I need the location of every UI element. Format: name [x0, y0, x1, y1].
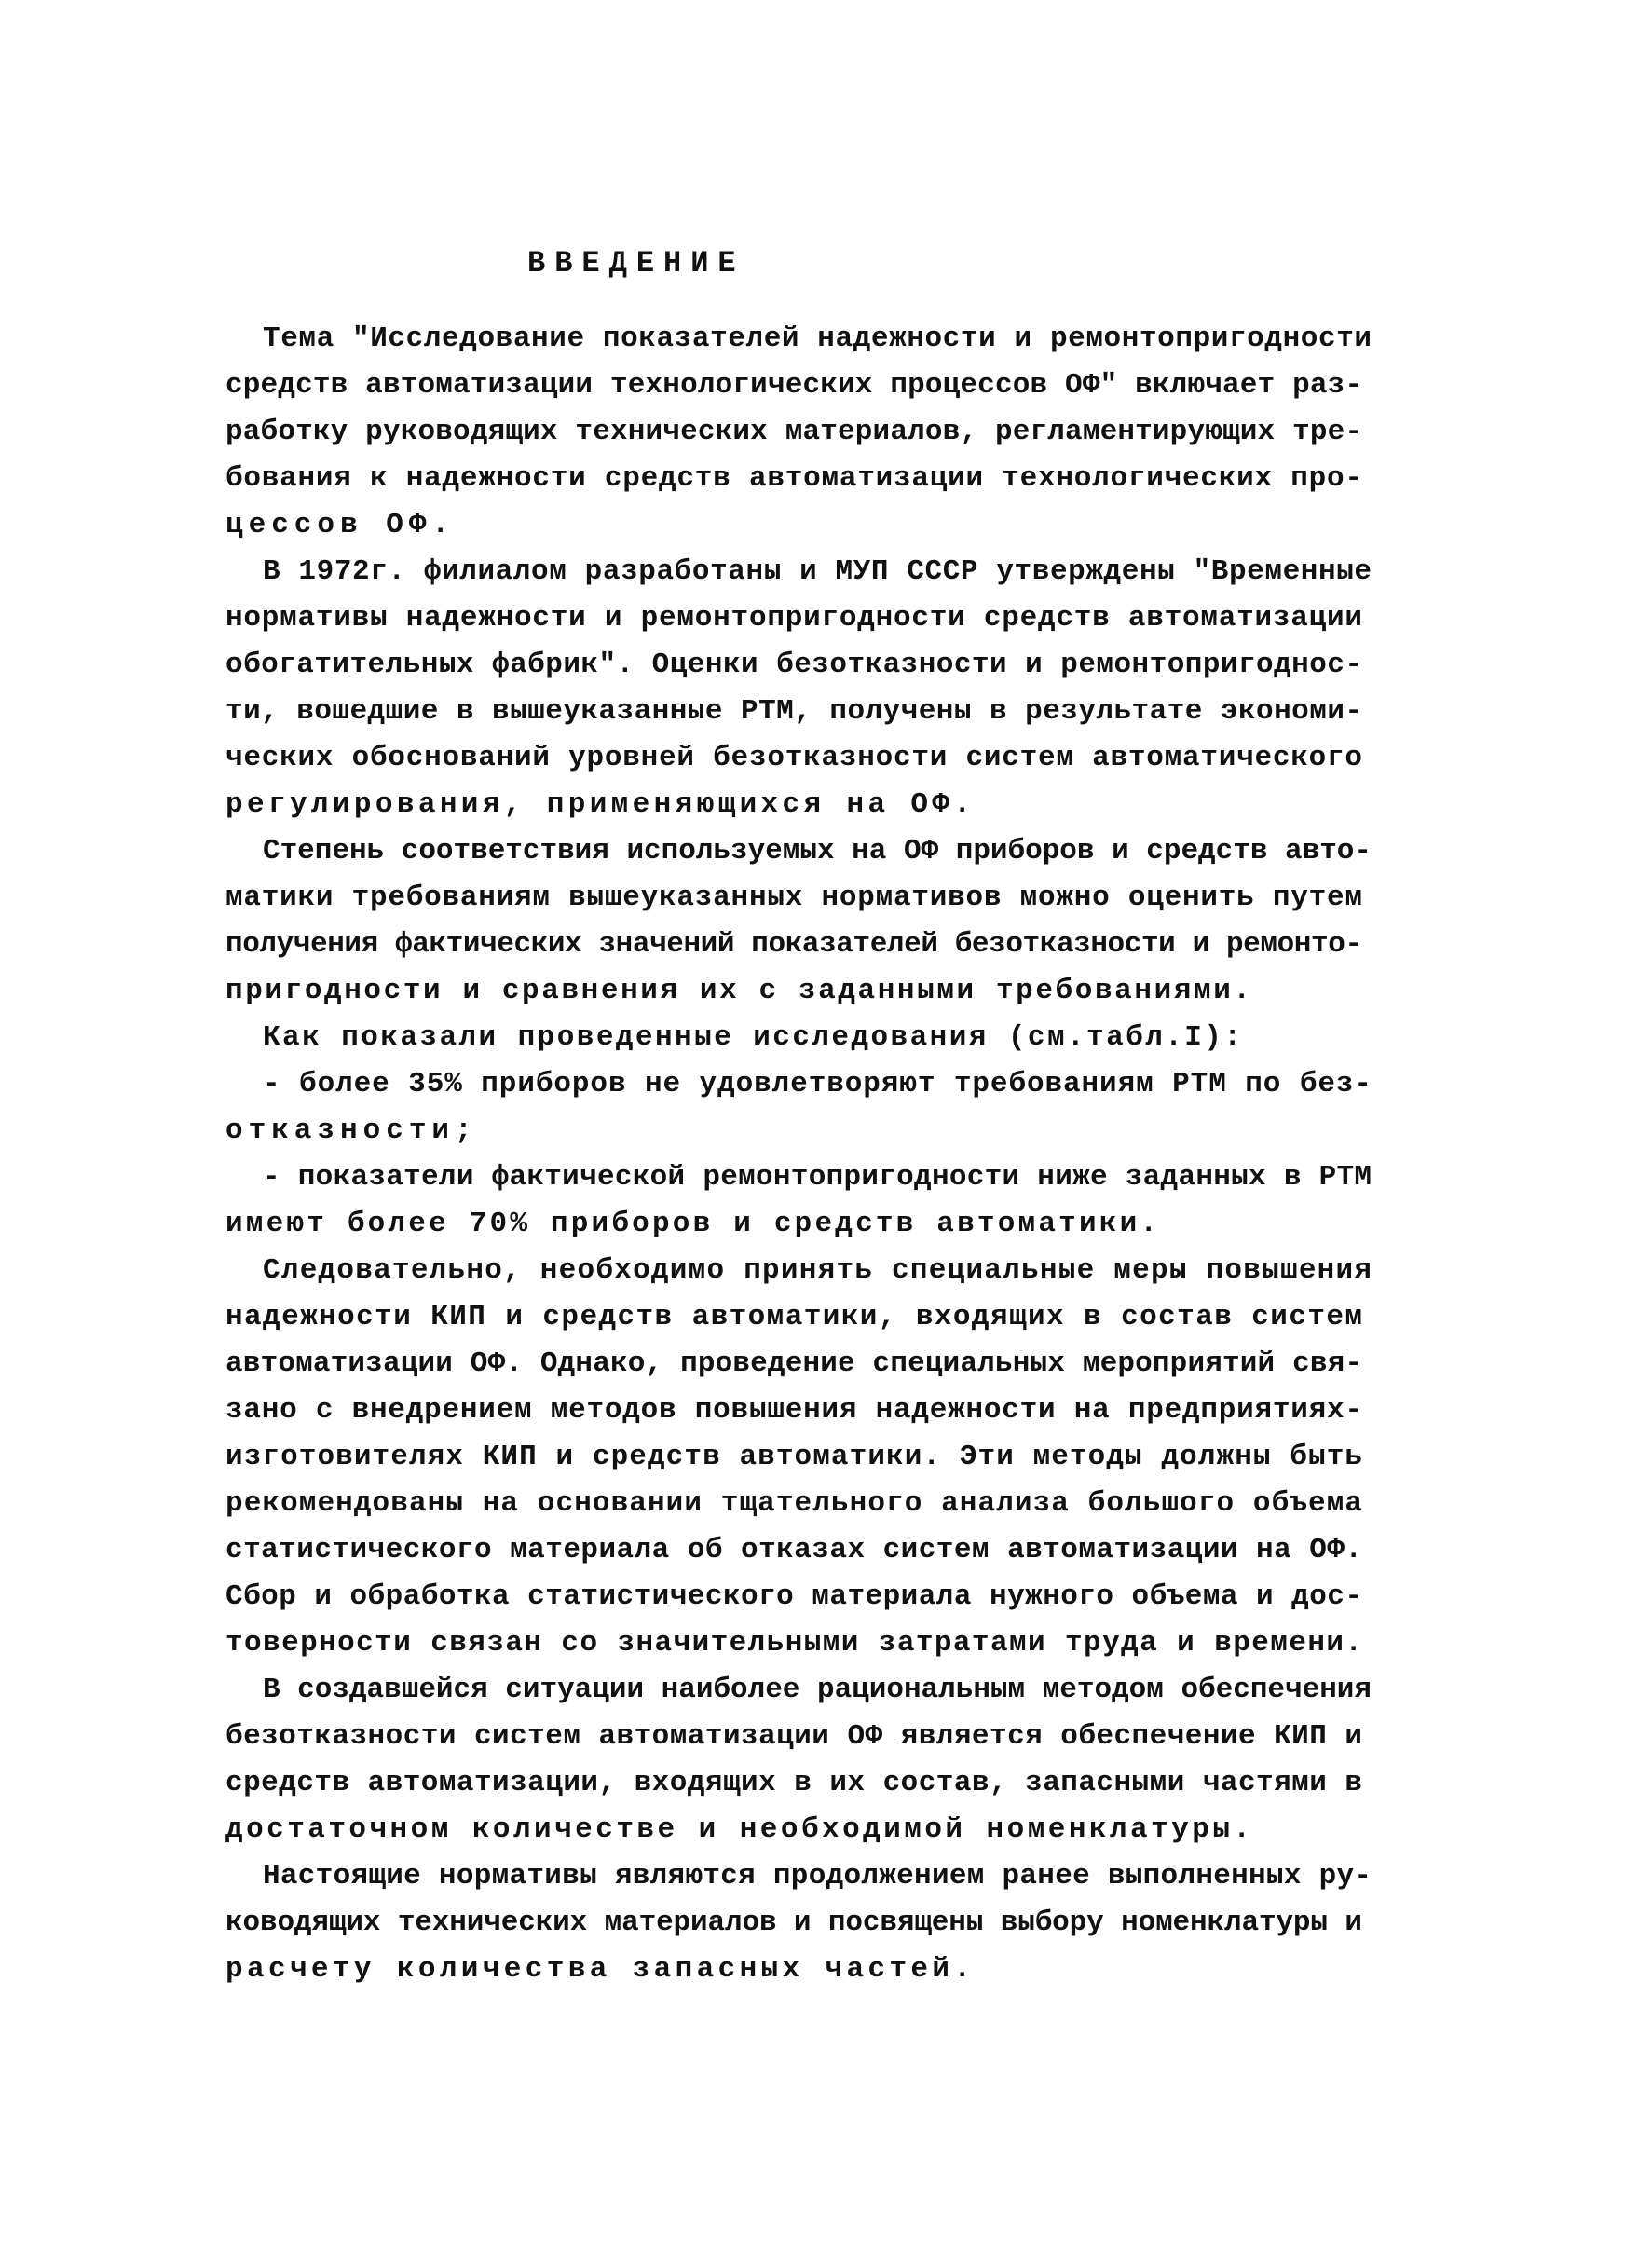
- text-line: бования к надежности средств автоматизации технологических про-: [225, 462, 1363, 495]
- text-line: обогатительных фабрик". Оценки безотказности и ремонтопригоднос-: [225, 649, 1363, 681]
- text-line: - показатели фактической ремонтопригодности ниже заданных в РТМ: [263, 1161, 1372, 1194]
- text-line: автоматизации ОФ. Однако, проведение специальных мероприятий свя-: [225, 1347, 1363, 1380]
- text-line: Тема "Исследование показателей надежности и ремонтопригодности: [263, 322, 1372, 355]
- text-line: регулирования, применяющихся на ОФ.: [225, 788, 976, 821]
- text-line: пригодности и сравнения их с заданными требованиями.: [225, 975, 1253, 1007]
- text-line: матики требованиям вышеуказанных нормативов можно оценить путем: [225, 882, 1363, 914]
- text-line: надежности КИП и средств автоматики, входящих в состав систем: [225, 1301, 1364, 1333]
- text-line: безотказности систем автоматизации ОФ является обеспечение КИП и: [225, 1720, 1363, 1753]
- text-line: Степень соответствия используемых на ОФ приборов и средств авто-: [263, 835, 1372, 868]
- text-line: В 1972г. филиалом разработаны и МУП СССР утверждены "Временные: [263, 555, 1372, 588]
- text-line: ческих обоснований уровней безотказности систем автоматического: [225, 742, 1363, 774]
- text-line: Следовательно, необходимо принять специальные меры повышения: [263, 1254, 1373, 1287]
- text-line: средств автоматизации технологических процессов ОФ" включает раз-: [225, 369, 1363, 402]
- text-line: достаточном количестве и необходимой номенклатуры.: [225, 1813, 1254, 1846]
- text-line: имеют более 70% приборов и средств автоматики.: [225, 1208, 1161, 1240]
- text-line: средств автоматизации, входящих в их состав, запасными частями в: [225, 1767, 1363, 1799]
- text-line: нормативы надежности и ремонтопригодности средств автоматизации: [225, 602, 1363, 635]
- page-title: ВВЕДЕНИЕ: [527, 246, 745, 280]
- text-line: отказности;: [225, 1114, 478, 1147]
- text-line: Настоящие нормативы являются продолжением ранее выполненных ру-: [263, 1860, 1372, 1893]
- text-line: Сбор и обработка статистического материала нужного объема и дос-: [225, 1580, 1363, 1613]
- text-line: - более 35% приборов не удовлетворяют требованиям РТМ по без-: [263, 1068, 1372, 1100]
- text-line: работку руководящих технических материалов, регламентирующих тре-: [225, 416, 1363, 448]
- text-line: цессов ОФ.: [225, 509, 456, 541]
- text-line: ти, вошедшие в вышеуказанные РТМ, получены в результате экономи-: [225, 695, 1363, 728]
- text-line: статистического материала об отказах систем автоматизации на ОФ.: [225, 1534, 1363, 1566]
- text-line: расчету количества запасных частей.: [225, 1953, 976, 1986]
- text-line: получения фактических значений показателей безотказности и ремонто-: [225, 928, 1362, 961]
- text-line: Как показали проведенные исследования (см.табл.I):: [263, 1021, 1244, 1054]
- text-line: рекомендованы на основании тщательного анализа большого объема: [225, 1487, 1364, 1520]
- text-line: В создавшейся ситуации наиболее рациональным методом обеспечения: [263, 1674, 1372, 1706]
- text-line: изготовителях КИП и средств автоматики. Эти методы должны быть: [225, 1441, 1364, 1473]
- text-line: ководящих технических материалов и посвящены выбору номенклатуры и: [225, 1906, 1362, 1939]
- text-line: товерности связан со значительными затратами труда и времени.: [225, 1627, 1364, 1660]
- text-line: зано с внедрением методов повышения надежности на предприятиях-: [225, 1394, 1363, 1427]
